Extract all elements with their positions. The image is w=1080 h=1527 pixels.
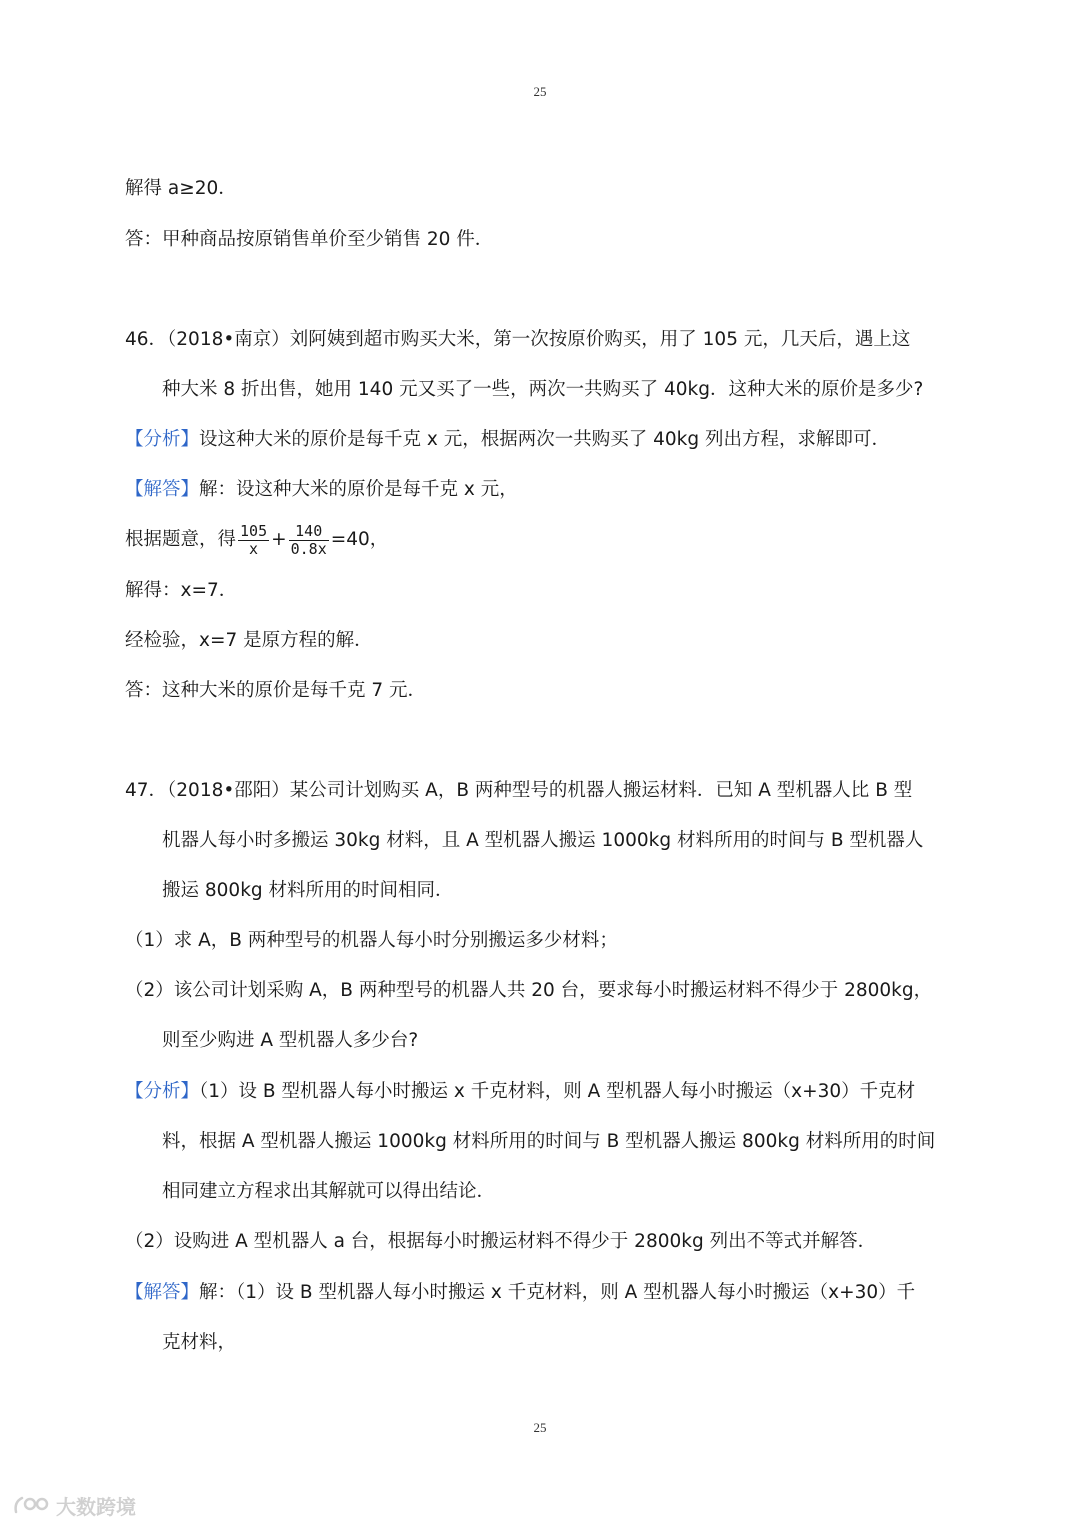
analysis-47 — [125, 1078, 915, 1106]
fraction-denominator: x — [249, 539, 259, 558]
question-47-part2: （2）该公司计划采购 A，B 两种型号的机器人共 20 台，要求每小时搬运材料不得少于 2800kg， — [125, 980, 933, 1001]
question-47-line: 47．（2018•邵阳）某公司计划购买 A，B 两种型号的机器人搬运材料．已知 A 型机器人比 B 型 — [125, 780, 913, 801]
fraction-denominator: 0.8x — [290, 539, 327, 558]
text-line: 答：甲种商品按原销售单价至少销售 20 件． — [125, 229, 494, 250]
equation-plus: + — [271, 529, 287, 550]
answer-tag: 【解答】 — [125, 1282, 200, 1303]
answer-text: 克材料， — [162, 1332, 237, 1353]
text-line: 解得 a≥20． — [125, 178, 237, 199]
answer-text: 解：设这种大米的原价是每千克 x 元， — [199, 479, 518, 500]
question-47-line: 机器人每小时多搬运 30kg 材料，且 A 型机器人搬运 1000kg 材料所用的时间与 B 型机器人 — [162, 830, 924, 851]
analysis-tag: 【分析】 — [125, 429, 200, 450]
answer-46 — [125, 476, 518, 504]
analysis-46 — [125, 426, 890, 454]
analysis-text: 相同建立方程求出其解就可以得出结论． — [162, 1181, 496, 1202]
equation-suffix: =40， — [330, 529, 389, 550]
question-46-line: 46．（2018•南京）刘阿姨到超市购买大米，第一次按原价购买，用了 105 元，几天后，遇上这 — [125, 329, 911, 350]
page-number-top: 25 — [533, 84, 547, 99]
fraction-140-over-0.8x — [289, 523, 329, 558]
page-number-bottom: 25 — [533, 1420, 547, 1435]
fraction-105-over-x — [238, 523, 269, 558]
answer-tag: 【解答】 — [125, 479, 200, 500]
equation-prefix: 根据题意，得 — [125, 529, 237, 550]
equation-46 — [125, 520, 388, 560]
question-46-line: 种大米 8 折出售，她用 140 元又买了一些，两次一共购买了 40kg．这种大米的原价是多少? — [162, 379, 924, 400]
answer-text: 解：（1）设 B 型机器人每小时搬运 x 千克材料，则 A 型机器人每小时搬运（x+30）千 — [199, 1282, 916, 1303]
text-line: 经检验，x=7 是原方程的解． — [125, 630, 373, 651]
question-47-part2: 则至少购进 A 型机器人多少台? — [162, 1030, 419, 1051]
analysis-text: （1）设 B 型机器人每小时搬运 x 千克材料，则 A 型机器人每小时搬运（x+30）千克材 — [199, 1081, 916, 1102]
analysis-text: 料，根据 A 型机器人搬运 1000kg 材料所用的时间与 B 型机器人搬运 800kg 材料所用的时间 — [162, 1131, 936, 1152]
answer-47 — [125, 1279, 915, 1307]
watermark — [12, 1490, 136, 1520]
question-47-part1: （1）求 A，B 两种型号的机器人每小时分别搬运多少材料； — [125, 930, 618, 951]
text-line: 答：这种大米的原价是每千克 7 元． — [125, 680, 427, 701]
watermark-logo-icon — [12, 1492, 50, 1518]
fraction-numerator: 105 — [240, 521, 268, 540]
text-line: 解得：x=7． — [125, 580, 238, 601]
analysis-text: （2）设购进 A 型机器人 a 台，根据每小时搬运材料不得少于 2800kg 列出不等式并解答． — [125, 1231, 877, 1252]
watermark-text: 大数跨境 — [56, 1494, 136, 1519]
analysis-tag: 【分析】 — [125, 1081, 200, 1102]
question-47-line: 搬运 800kg 材料所用的时间相同． — [162, 880, 454, 901]
fraction-numerator: 140 — [289, 523, 329, 541]
analysis-text: 设这种大米的原价是每千克 x 元，根据两次一共购买了 40kg 列出方程，求解即可． — [199, 429, 890, 450]
